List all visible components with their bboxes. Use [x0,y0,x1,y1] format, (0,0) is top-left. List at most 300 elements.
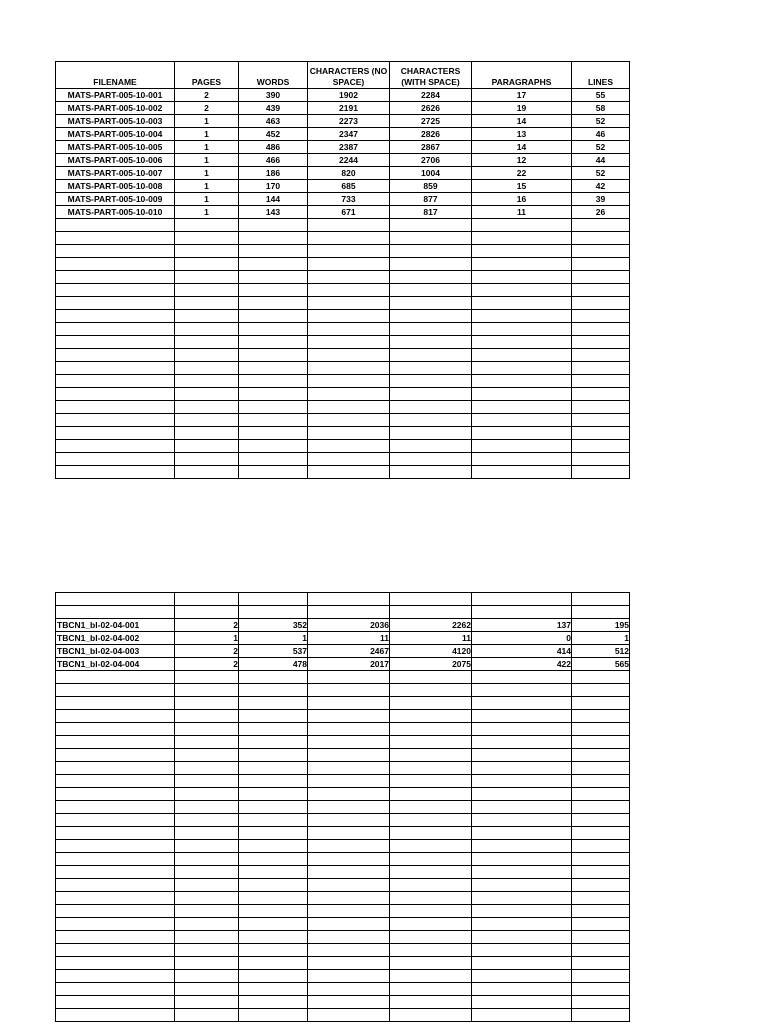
empty-cell [472,788,572,801]
empty-cell [390,736,472,749]
table-row [56,102,630,115]
value-cell: 4120 [390,645,472,658]
empty-cell [56,723,175,736]
empty-cell [175,697,239,710]
empty-cell [239,401,308,414]
file-stats-table-2 [55,592,630,1022]
value-cell: 565 [572,658,630,671]
empty-cell [472,983,572,996]
empty-row [56,453,630,466]
empty-cell [308,983,390,996]
empty-cell [572,671,630,684]
empty-cell [239,866,308,879]
empty-cell [308,996,390,1009]
empty-cell [572,427,630,440]
empty-cell [56,957,175,970]
empty-cell [56,388,175,401]
empty-cell [390,814,472,827]
empty-cell [56,983,175,996]
empty-cell [390,362,472,375]
value-cell: 817 [390,206,472,219]
empty-row [56,245,630,258]
empty-cell [56,697,175,710]
empty-cell [175,388,239,401]
empty-cell [572,1009,630,1022]
empty-cell [56,606,175,619]
value-cell: 2 [175,645,239,658]
value-cell: 22 [472,167,572,180]
table-row [56,658,630,671]
empty-cell [390,723,472,736]
empty-row [56,749,630,762]
empty-cell [572,258,630,271]
empty-cell [472,996,572,1009]
filename-cell: MATS-PART-005-10-002 [56,102,175,115]
empty-cell [390,749,472,762]
empty-cell [56,219,175,232]
empty-cell [572,788,630,801]
empty-cell [472,414,572,427]
empty-cell [472,801,572,814]
empty-cell [572,866,630,879]
empty-cell [390,414,472,427]
empty-cell [472,440,572,453]
empty-cell [572,593,630,606]
value-cell: 144 [239,193,308,206]
empty-cell [390,284,472,297]
empty-cell [56,853,175,866]
empty-cell [175,606,239,619]
empty-cell [572,723,630,736]
empty-cell [239,710,308,723]
empty-cell [175,866,239,879]
empty-cell [175,284,239,297]
empty-cell [308,671,390,684]
empty-cell [239,284,308,297]
empty-cell [390,801,472,814]
empty-cell [308,944,390,957]
empty-cell [56,684,175,697]
empty-row [56,336,630,349]
empty-cell [308,827,390,840]
empty-cell [175,297,239,310]
empty-cell [175,931,239,944]
empty-cell [239,762,308,775]
empty-cell [56,801,175,814]
empty-cell [239,1009,308,1022]
value-cell: 44 [572,154,630,167]
empty-cell [56,362,175,375]
empty-cell [56,310,175,323]
value-cell: 2387 [308,141,390,154]
empty-cell [572,245,630,258]
empty-row [56,1009,630,1022]
empty-row [56,606,630,619]
value-cell: 1 [175,128,239,141]
filename-cell: MATS-PART-005-10-010 [56,206,175,219]
value-cell: 452 [239,128,308,141]
empty-cell [572,970,630,983]
value-cell: 2273 [308,115,390,128]
column-header: WORDS [239,62,308,89]
empty-cell [175,983,239,996]
empty-row [56,684,630,697]
value-cell: 1 [175,206,239,219]
empty-cell [239,336,308,349]
empty-cell [308,957,390,970]
empty-cell [572,710,630,723]
empty-row [56,957,630,970]
empty-row [56,788,630,801]
column-header: PARAGRAPHS [472,62,572,89]
empty-cell [472,970,572,983]
file-stats-table-1 [55,61,630,479]
empty-cell [308,892,390,905]
table-row [56,167,630,180]
empty-cell [56,996,175,1009]
empty-row [56,388,630,401]
empty-cell [239,905,308,918]
empty-cell [308,388,390,401]
empty-cell [239,684,308,697]
empty-cell [472,284,572,297]
value-cell: 414 [472,645,572,658]
empty-cell [472,297,572,310]
empty-row [56,723,630,736]
filename-cell: MATS-PART-005-10-007 [56,167,175,180]
value-cell: 2075 [390,658,472,671]
empty-cell [472,736,572,749]
empty-cell [175,762,239,775]
value-cell: 52 [572,167,630,180]
value-cell: 19 [472,102,572,115]
empty-cell [472,775,572,788]
empty-cell [56,284,175,297]
empty-cell [239,427,308,440]
empty-cell [56,944,175,957]
empty-cell [308,219,390,232]
empty-cell [56,827,175,840]
empty-cell [390,375,472,388]
empty-cell [308,232,390,245]
empty-row [56,349,630,362]
value-cell: 14 [472,141,572,154]
empty-cell [390,853,472,866]
empty-cell [390,983,472,996]
filename-cell: MATS-PART-005-10-008 [56,180,175,193]
empty-row [56,996,630,1009]
empty-cell [239,414,308,427]
empty-cell [175,414,239,427]
value-cell: 143 [239,206,308,219]
empty-cell [572,931,630,944]
empty-cell [239,310,308,323]
value-cell: 820 [308,167,390,180]
empty-row [56,284,630,297]
empty-row [56,879,630,892]
empty-row [56,710,630,723]
empty-row [56,271,630,284]
empty-row [56,775,630,788]
empty-cell [572,606,630,619]
empty-cell [56,336,175,349]
empty-cell [390,970,472,983]
empty-cell [308,736,390,749]
empty-cell [572,827,630,840]
empty-cell [390,606,472,619]
empty-cell [56,258,175,271]
value-cell: 478 [239,658,308,671]
empty-cell [239,606,308,619]
value-cell: 2191 [308,102,390,115]
value-cell: 16 [472,193,572,206]
empty-cell [472,310,572,323]
empty-cell [308,401,390,414]
empty-row [56,944,630,957]
empty-cell [239,466,308,479]
empty-cell [239,349,308,362]
value-cell: 2867 [390,141,472,154]
filename-cell: MATS-PART-005-10-004 [56,128,175,141]
empty-cell [572,879,630,892]
empty-cell [572,323,630,336]
empty-cell [56,271,175,284]
empty-row [56,297,630,310]
empty-cell [56,840,175,853]
header-row [56,62,630,89]
table-row [56,206,630,219]
empty-row [56,814,630,827]
empty-cell [472,1009,572,1022]
empty-cell [572,801,630,814]
empty-cell [239,697,308,710]
value-cell: 2347 [308,128,390,141]
empty-row [56,375,630,388]
empty-cell [175,1009,239,1022]
empty-cell [175,944,239,957]
value-cell: 11 [308,632,390,645]
empty-cell [56,232,175,245]
empty-cell [175,957,239,970]
empty-cell [175,219,239,232]
empty-cell [472,362,572,375]
empty-cell [308,258,390,271]
empty-cell [472,879,572,892]
empty-cell [390,336,472,349]
empty-cell [390,427,472,440]
empty-row [56,362,630,375]
empty-cell [175,814,239,827]
empty-row [56,866,630,879]
empty-cell [175,736,239,749]
empty-row [56,219,630,232]
empty-cell [308,931,390,944]
empty-row [56,931,630,944]
empty-cell [308,284,390,297]
empty-row [56,801,630,814]
empty-cell [175,996,239,1009]
value-cell: 170 [239,180,308,193]
empty-cell [390,684,472,697]
empty-cell [56,814,175,827]
empty-cell [308,970,390,983]
empty-cell [239,671,308,684]
value-cell: 2284 [390,89,472,102]
empty-row [56,827,630,840]
empty-cell [472,918,572,931]
value-cell: 1 [239,632,308,645]
table-row [56,89,630,102]
empty-cell [308,710,390,723]
column-header: FILENAME [56,62,175,89]
empty-cell [472,453,572,466]
empty-cell [390,297,472,310]
empty-cell [572,375,630,388]
column-header: PAGES [175,62,239,89]
empty-cell [308,414,390,427]
table-row [56,632,630,645]
filename-cell: MATS-PART-005-10-006 [56,154,175,167]
value-cell: 195 [572,619,630,632]
filename-cell: MATS-PART-005-10-001 [56,89,175,102]
empty-cell [472,710,572,723]
empty-cell [472,271,572,284]
empty-cell [175,336,239,349]
empty-row [56,970,630,983]
empty-cell [572,814,630,827]
empty-cell [390,310,472,323]
empty-cell [572,414,630,427]
empty-cell [308,336,390,349]
empty-cell [390,879,472,892]
empty-cell [572,232,630,245]
table-row [56,128,630,141]
empty-cell [390,271,472,284]
empty-cell [175,970,239,983]
empty-cell [390,944,472,957]
empty-cell [175,892,239,905]
empty-cell [175,310,239,323]
empty-cell [308,788,390,801]
empty-cell [572,749,630,762]
empty-cell [472,427,572,440]
value-cell: 2 [175,89,239,102]
value-cell: 1 [175,115,239,128]
empty-cell [572,284,630,297]
empty-cell [175,723,239,736]
table-row [56,141,630,154]
empty-cell [472,219,572,232]
table-row [56,619,630,632]
empty-cell [572,775,630,788]
empty-cell [390,840,472,853]
value-cell: 466 [239,154,308,167]
empty-cell [239,879,308,892]
empty-cell [472,245,572,258]
value-cell: 733 [308,193,390,206]
empty-cell [56,593,175,606]
empty-cell [390,827,472,840]
empty-cell [56,710,175,723]
value-cell: 2 [175,102,239,115]
empty-cell [390,957,472,970]
value-cell: 11 [472,206,572,219]
empty-cell [390,710,472,723]
value-cell: 685 [308,180,390,193]
empty-cell [572,853,630,866]
empty-cell [390,918,472,931]
value-cell: 2706 [390,154,472,167]
empty-cell [472,723,572,736]
value-cell: 52 [572,115,630,128]
empty-cell [56,401,175,414]
value-cell: 2467 [308,645,390,658]
empty-cell [175,232,239,245]
empty-cell [472,401,572,414]
empty-cell [308,1009,390,1022]
empty-cell [175,684,239,697]
empty-row [56,762,630,775]
empty-cell [175,840,239,853]
empty-cell [472,840,572,853]
empty-cell [572,219,630,232]
empty-cell [390,905,472,918]
empty-cell [390,671,472,684]
empty-cell [472,593,572,606]
empty-cell [308,245,390,258]
empty-cell [56,1009,175,1022]
empty-cell [308,866,390,879]
empty-cell [572,905,630,918]
empty-cell [472,671,572,684]
empty-cell [239,853,308,866]
empty-cell [472,814,572,827]
empty-cell [239,440,308,453]
empty-cell [239,323,308,336]
empty-cell [56,453,175,466]
empty-cell [308,801,390,814]
empty-cell [390,401,472,414]
empty-cell [175,879,239,892]
empty-cell [239,918,308,931]
empty-cell [390,388,472,401]
empty-cell [239,245,308,258]
empty-cell [308,853,390,866]
value-cell: 13 [472,128,572,141]
table-row [56,193,630,206]
empty-cell [390,323,472,336]
empty-cell [572,349,630,362]
value-cell: 352 [239,619,308,632]
empty-cell [390,219,472,232]
empty-cell [175,466,239,479]
value-cell: 2 [175,619,239,632]
value-cell: 1 [175,141,239,154]
empty-cell [390,466,472,479]
value-cell: 877 [390,193,472,206]
value-cell: 2036 [308,619,390,632]
empty-cell [572,996,630,1009]
empty-row [56,414,630,427]
empty-cell [572,697,630,710]
empty-cell [308,593,390,606]
empty-cell [572,453,630,466]
empty-cell [472,336,572,349]
empty-cell [175,323,239,336]
empty-cell [308,362,390,375]
value-cell: 55 [572,89,630,102]
empty-cell [472,232,572,245]
